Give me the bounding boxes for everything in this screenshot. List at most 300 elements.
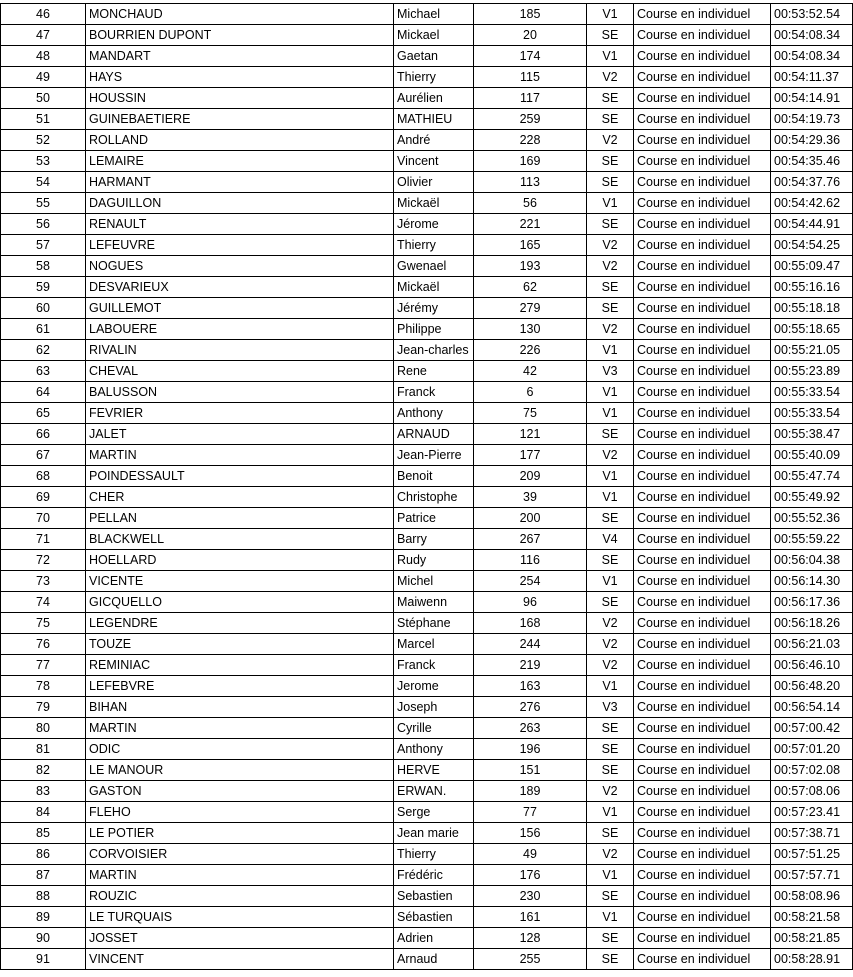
race-type-cell: Course en individuel [634,46,771,67]
category-cell: V1 [587,571,634,592]
table-row [1,907,853,928]
last-name-cell: JALET [86,424,394,445]
first-name-cell: Jean-charles [394,340,474,361]
table-row [1,88,853,109]
bib-number-cell: 200 [474,508,587,529]
category-cell: V1 [587,46,634,67]
finish-time-cell: 00:57:57.71 [771,865,853,886]
category-cell: SE [587,508,634,529]
last-name-cell: LE TURQUAIS [86,907,394,928]
rank-cell: 46 [1,4,86,25]
last-name-cell: MANDART [86,46,394,67]
last-name-cell: BIHAN [86,697,394,718]
category-cell: SE [587,151,634,172]
last-name-cell: BOURRIEN DUPONT [86,25,394,46]
race-type-cell: Course en individuel [634,760,771,781]
last-name-cell: CHEVAL [86,361,394,382]
rank-cell: 66 [1,424,86,445]
bib-number-cell: 185 [474,4,587,25]
last-name-cell: GICQUELLO [86,592,394,613]
table-row [1,130,853,151]
table-row [1,193,853,214]
bib-number-cell: 115 [474,67,587,88]
category-cell: V1 [587,865,634,886]
table-row [1,865,853,886]
first-name-cell: Thierry [394,235,474,256]
last-name-cell: VINCENT [86,949,394,970]
rank-cell: 57 [1,235,86,256]
first-name-cell: Anthony [394,403,474,424]
bib-number-cell: 255 [474,949,587,970]
table-row [1,655,853,676]
rank-cell: 58 [1,256,86,277]
bib-number-cell: 165 [474,235,587,256]
category-cell: V2 [587,445,634,466]
first-name-cell: Michel [394,571,474,592]
first-name-cell: Philippe [394,319,474,340]
category-cell: V2 [587,844,634,865]
bib-number-cell: 39 [474,487,587,508]
rank-cell: 78 [1,676,86,697]
first-name-cell: Rene [394,361,474,382]
first-name-cell: Adrien [394,928,474,949]
rank-cell: 70 [1,508,86,529]
finish-time-cell: 00:57:08.06 [771,781,853,802]
category-cell: V4 [587,529,634,550]
race-type-cell: Course en individuel [634,361,771,382]
rank-cell: 73 [1,571,86,592]
finish-time-cell: 00:57:38.71 [771,823,853,844]
finish-time-cell: 00:56:21.03 [771,634,853,655]
finish-time-cell: 00:54:08.34 [771,46,853,67]
first-name-cell: MATHIEU [394,109,474,130]
race-type-cell: Course en individuel [634,445,771,466]
table-row [1,697,853,718]
table-row [1,319,853,340]
last-name-cell: LEFEBVRE [86,676,394,697]
category-cell: SE [587,109,634,130]
finish-time-cell: 00:55:09.47 [771,256,853,277]
first-name-cell: Serge [394,802,474,823]
race-type-cell: Course en individuel [634,739,771,760]
finish-time-cell: 00:55:21.05 [771,340,853,361]
last-name-cell: BALUSSON [86,382,394,403]
results-table [0,3,853,970]
rank-cell: 63 [1,361,86,382]
table-row [1,592,853,613]
rank-cell: 79 [1,697,86,718]
last-name-cell: HARMANT [86,172,394,193]
bib-number-cell: 230 [474,886,587,907]
finish-time-cell: 00:57:01.20 [771,739,853,760]
finish-time-cell: 00:55:59.22 [771,529,853,550]
rank-cell: 75 [1,613,86,634]
race-type-cell: Course en individuel [634,508,771,529]
bib-number-cell: 6 [474,382,587,403]
race-type-cell: Course en individuel [634,25,771,46]
race-type-cell: Course en individuel [634,571,771,592]
table-row [1,529,853,550]
first-name-cell: Benoit [394,466,474,487]
last-name-cell: MARTIN [86,445,394,466]
first-name-cell: Rudy [394,550,474,571]
first-name-cell: Sébastien [394,907,474,928]
category-cell: V1 [587,802,634,823]
table-row [1,823,853,844]
finish-time-cell: 00:58:28.91 [771,949,853,970]
category-cell: SE [587,424,634,445]
category-cell: V1 [587,676,634,697]
rank-cell: 64 [1,382,86,403]
bib-number-cell: 117 [474,88,587,109]
finish-time-cell: 00:54:29.36 [771,130,853,151]
first-name-cell: Michael [394,4,474,25]
first-name-cell: André [394,130,474,151]
category-cell: SE [587,592,634,613]
finish-time-cell: 00:55:33.54 [771,403,853,424]
first-name-cell: Marcel [394,634,474,655]
last-name-cell: GUILLEMOT [86,298,394,319]
table-row [1,445,853,466]
bib-number-cell: 259 [474,109,587,130]
bib-number-cell: 196 [474,739,587,760]
table-row [1,67,853,88]
category-cell: SE [587,25,634,46]
finish-time-cell: 00:55:33.54 [771,382,853,403]
rank-cell: 67 [1,445,86,466]
last-name-cell: VICENTE [86,571,394,592]
race-type-cell: Course en individuel [634,4,771,25]
table-row [1,277,853,298]
first-name-cell: Frédéric [394,865,474,886]
bib-number-cell: 177 [474,445,587,466]
category-cell: V3 [587,697,634,718]
table-row [1,802,853,823]
table-row [1,466,853,487]
bib-number-cell: 20 [474,25,587,46]
first-name-cell: Barry [394,529,474,550]
last-name-cell: GASTON [86,781,394,802]
finish-time-cell: 00:58:21.58 [771,907,853,928]
table-row [1,844,853,865]
rank-cell: 61 [1,319,86,340]
bib-number-cell: 49 [474,844,587,865]
bib-number-cell: 226 [474,340,587,361]
rank-cell: 60 [1,298,86,319]
table-row [1,676,853,697]
bib-number-cell: 263 [474,718,587,739]
first-name-cell: Anthony [394,739,474,760]
category-cell: SE [587,949,634,970]
table-row [1,151,853,172]
rank-cell: 72 [1,550,86,571]
race-type-cell: Course en individuel [634,277,771,298]
race-type-cell: Course en individuel [634,634,771,655]
last-name-cell: LEMAIRE [86,151,394,172]
finish-time-cell: 00:54:54.25 [771,235,853,256]
bib-number-cell: 254 [474,571,587,592]
first-name-cell: Mickaël [394,193,474,214]
category-cell: SE [587,886,634,907]
first-name-cell: Joseph [394,697,474,718]
last-name-cell: DAGUILLON [86,193,394,214]
bib-number-cell: 209 [474,466,587,487]
finish-time-cell: 00:54:42.62 [771,193,853,214]
category-cell: V2 [587,781,634,802]
bib-number-cell: 161 [474,907,587,928]
first-name-cell: Gaetan [394,46,474,67]
last-name-cell: GUINEBAETIERE [86,109,394,130]
last-name-cell: BLACKWELL [86,529,394,550]
rank-cell: 47 [1,25,86,46]
first-name-cell: Jerome [394,676,474,697]
rank-cell: 51 [1,109,86,130]
category-cell: V2 [587,613,634,634]
table-row [1,424,853,445]
last-name-cell: HOELLARD [86,550,394,571]
finish-time-cell: 00:55:49.92 [771,487,853,508]
race-type-cell: Course en individuel [634,928,771,949]
category-cell: V1 [587,487,634,508]
category-cell: V1 [587,907,634,928]
category-cell: V2 [587,319,634,340]
rank-cell: 81 [1,739,86,760]
race-type-cell: Course en individuel [634,718,771,739]
last-name-cell: CORVOISIER [86,844,394,865]
bib-number-cell: 219 [474,655,587,676]
category-cell: SE [587,88,634,109]
category-cell: V2 [587,67,634,88]
race-type-cell: Course en individuel [634,151,771,172]
finish-time-cell: 00:58:08.96 [771,886,853,907]
finish-time-cell: 00:55:16.16 [771,277,853,298]
last-name-cell: RIVALIN [86,340,394,361]
category-cell: SE [587,172,634,193]
bib-number-cell: 163 [474,676,587,697]
race-type-cell: Course en individuel [634,67,771,88]
last-name-cell: LE POTIER [86,823,394,844]
rank-cell: 80 [1,718,86,739]
last-name-cell: RENAULT [86,214,394,235]
rank-cell: 55 [1,193,86,214]
finish-time-cell: 00:55:18.65 [771,319,853,340]
race-type-cell: Course en individuel [634,655,771,676]
last-name-cell: TOUZE [86,634,394,655]
table-row [1,235,853,256]
table-row [1,928,853,949]
table-row [1,487,853,508]
finish-time-cell: 00:55:23.89 [771,361,853,382]
bib-number-cell: 168 [474,613,587,634]
category-cell: SE [587,823,634,844]
first-name-cell: Jérémy [394,298,474,319]
race-type-cell: Course en individuel [634,613,771,634]
category-cell: SE [587,550,634,571]
race-type-cell: Course en individuel [634,172,771,193]
race-type-cell: Course en individuel [634,130,771,151]
rank-cell: 87 [1,865,86,886]
first-name-cell: Thierry [394,844,474,865]
first-name-cell: Maiwenn [394,592,474,613]
last-name-cell: DESVARIEUX [86,277,394,298]
race-type-cell: Course en individuel [634,88,771,109]
first-name-cell: Cyrille [394,718,474,739]
first-name-cell: ERWAN. [394,781,474,802]
bib-number-cell: 96 [474,592,587,613]
category-cell: V3 [587,361,634,382]
last-name-cell: JOSSET [86,928,394,949]
last-name-cell: MARTIN [86,865,394,886]
bib-number-cell: 176 [474,865,587,886]
table-row [1,172,853,193]
finish-time-cell: 00:53:52.54 [771,4,853,25]
race-type-cell: Course en individuel [634,676,771,697]
finish-time-cell: 00:57:02.08 [771,760,853,781]
race-type-cell: Course en individuel [634,235,771,256]
last-name-cell: MARTIN [86,718,394,739]
first-name-cell: Patrice [394,508,474,529]
first-name-cell: Franck [394,382,474,403]
first-name-cell: Thierry [394,67,474,88]
race-type-cell: Course en individuel [634,802,771,823]
table-row [1,760,853,781]
race-type-cell: Course en individuel [634,865,771,886]
last-name-cell: LABOUERE [86,319,394,340]
first-name-cell: Jean-Pierre [394,445,474,466]
first-name-cell: Mickael [394,25,474,46]
category-cell: V1 [587,340,634,361]
table-row [1,739,853,760]
first-name-cell: Jean marie [394,823,474,844]
rank-cell: 82 [1,760,86,781]
rank-cell: 88 [1,886,86,907]
table-row [1,214,853,235]
finish-time-cell: 00:54:11.37 [771,67,853,88]
race-type-cell: Course en individuel [634,424,771,445]
results-body [1,4,853,970]
race-type-cell: Course en individuel [634,550,771,571]
finish-time-cell: 00:56:04.38 [771,550,853,571]
race-type-cell: Course en individuel [634,256,771,277]
table-row [1,382,853,403]
category-cell: V1 [587,4,634,25]
category-cell: SE [587,214,634,235]
category-cell: V2 [587,256,634,277]
rank-cell: 68 [1,466,86,487]
rank-cell: 65 [1,403,86,424]
category-cell: SE [587,298,634,319]
rank-cell: 50 [1,88,86,109]
bib-number-cell: 276 [474,697,587,718]
category-cell: SE [587,760,634,781]
rank-cell: 71 [1,529,86,550]
race-type-cell: Course en individuel [634,844,771,865]
category-cell: V2 [587,130,634,151]
last-name-cell: MONCHAUD [86,4,394,25]
category-cell: SE [587,928,634,949]
race-type-cell: Course en individuel [634,403,771,424]
table-row [1,109,853,130]
bib-number-cell: 75 [474,403,587,424]
last-name-cell: NOGUES [86,256,394,277]
bib-number-cell: 113 [474,172,587,193]
table-row [1,781,853,802]
bib-number-cell: 267 [474,529,587,550]
first-name-cell: ARNAUD [394,424,474,445]
bib-number-cell: 244 [474,634,587,655]
bib-number-cell: 169 [474,151,587,172]
first-name-cell: Aurélien [394,88,474,109]
rank-cell: 52 [1,130,86,151]
table-row [1,361,853,382]
first-name-cell: Gwenael [394,256,474,277]
last-name-cell: ODIC [86,739,394,760]
rank-cell: 85 [1,823,86,844]
table-row [1,256,853,277]
last-name-cell: ROUZIC [86,886,394,907]
table-row [1,25,853,46]
race-type-cell: Course en individuel [634,697,771,718]
rank-cell: 74 [1,592,86,613]
finish-time-cell: 00:56:14.30 [771,571,853,592]
category-cell: V2 [587,634,634,655]
rank-cell: 56 [1,214,86,235]
finish-time-cell: 00:54:19.73 [771,109,853,130]
race-type-cell: Course en individuel [634,529,771,550]
finish-time-cell: 00:55:52.36 [771,508,853,529]
first-name-cell: Olivier [394,172,474,193]
bib-number-cell: 42 [474,361,587,382]
finish-time-cell: 00:57:00.42 [771,718,853,739]
first-name-cell: Franck [394,655,474,676]
bib-number-cell: 228 [474,130,587,151]
table-row [1,886,853,907]
bib-number-cell: 156 [474,823,587,844]
table-row [1,718,853,739]
bib-number-cell: 128 [474,928,587,949]
last-name-cell: POINDESSAULT [86,466,394,487]
last-name-cell: HAYS [86,67,394,88]
race-type-cell: Course en individuel [634,193,771,214]
category-cell: V2 [587,655,634,676]
finish-time-cell: 00:55:40.09 [771,445,853,466]
category-cell: V1 [587,193,634,214]
bib-number-cell: 279 [474,298,587,319]
finish-time-cell: 00:54:37.76 [771,172,853,193]
bib-number-cell: 56 [474,193,587,214]
rank-cell: 49 [1,67,86,88]
finish-time-cell: 00:56:18.26 [771,613,853,634]
finish-time-cell: 00:55:47.74 [771,466,853,487]
table-row [1,403,853,424]
finish-time-cell: 00:54:44.91 [771,214,853,235]
rank-cell: 48 [1,46,86,67]
first-name-cell: Jérome [394,214,474,235]
race-type-cell: Course en individuel [634,382,771,403]
last-name-cell: FEVRIER [86,403,394,424]
rank-cell: 54 [1,172,86,193]
race-type-cell: Course en individuel [634,949,771,970]
rank-cell: 53 [1,151,86,172]
last-name-cell: ROLLAND [86,130,394,151]
bib-number-cell: 62 [474,277,587,298]
bib-number-cell: 130 [474,319,587,340]
finish-time-cell: 00:58:21.85 [771,928,853,949]
bib-number-cell: 77 [474,802,587,823]
race-type-cell: Course en individuel [634,298,771,319]
first-name-cell: HERVE [394,760,474,781]
first-name-cell: Stéphane [394,613,474,634]
